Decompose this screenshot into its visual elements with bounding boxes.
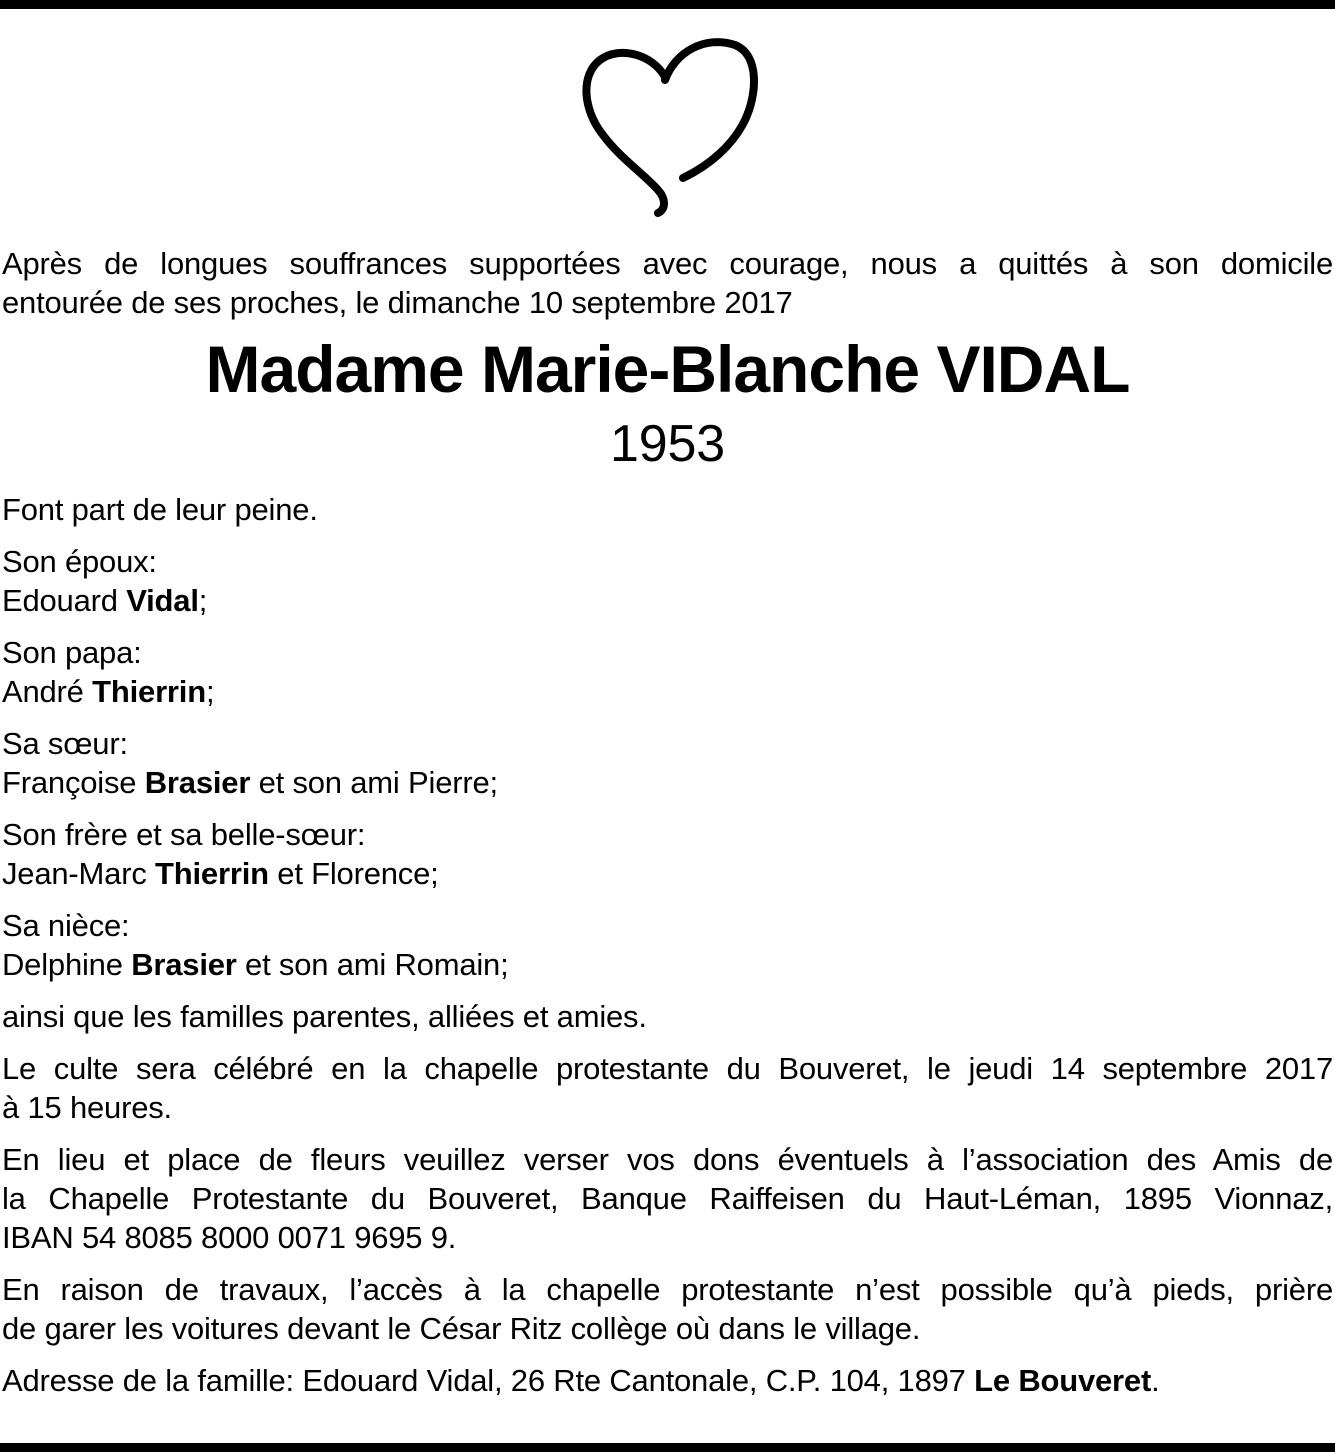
announcement: Font part de leur peine. <box>2 492 318 527</box>
ceremony-paragraph <box>2 1049 1333 1127</box>
last-name: Brasier <box>131 947 237 982</box>
access-line-1: En raison de travaux, l’accès à la chapelle protestante n’est possible qu’à pieds, prière <box>2 1272 1333 1307</box>
families-line: ainsi que les familles parentes, alliées et amies. <box>2 999 647 1034</box>
name-suffix: et son ami Pierre; <box>250 765 498 800</box>
address-town: Le Bouveret <box>974 1363 1152 1398</box>
family-brother <box>2 815 1333 893</box>
deceased-year: 1953 <box>610 415 725 473</box>
last-name: Thierrin <box>92 674 206 709</box>
name-suffix: ; <box>205 674 215 709</box>
access-paragraph <box>2 1270 1333 1348</box>
top-rule <box>0 0 1335 9</box>
address-suffix: . <box>1151 1363 1160 1398</box>
ceremony-line-2: à 15 heures. <box>2 1090 172 1125</box>
name-suffix: et Florence; <box>268 856 439 891</box>
donations-line-3: IBAN 54 8085 8000 0071 9695 9. <box>2 1220 457 1255</box>
relation-label: Sa sœur: <box>2 726 128 761</box>
intro-line-1: Après de longues souffrances supportées avec courage, nous a quittés à son domicile <box>2 246 1333 281</box>
name-suffix: ; <box>198 583 208 618</box>
last-name: Brasier <box>144 765 251 800</box>
intro-paragraph <box>2 244 1333 322</box>
last-name: Vidal <box>126 583 199 618</box>
deceased-name: Madame Marie-Blanche VIDAL <box>205 332 1130 406</box>
last-name: Thierrin <box>155 856 269 891</box>
first-name: André <box>2 674 93 709</box>
donations-line-2: la Chapelle Protestante du Bouveret, Banque Raiffeisen du Haut-Léman, 1895 Vionnaz, <box>2 1181 1333 1216</box>
relation-label: Son époux: <box>2 544 157 579</box>
obituary-text <box>2 244 1333 1413</box>
family-sister <box>2 724 1333 802</box>
first-name: Delphine <box>2 947 132 982</box>
access-line-2: de garer les voitures devant le César Ritz collège où dans le village. <box>2 1311 921 1346</box>
heart-icon <box>575 30 765 222</box>
first-name: Jean-Marc <box>2 856 156 891</box>
address-prefix: Adresse de la famille: Edouard Vidal, 26 Rte Cantonale, C.P. 104, 1897 <box>2 1363 975 1398</box>
donations-paragraph <box>2 1140 1333 1257</box>
first-name: Edouard <box>2 583 127 618</box>
family-niece <box>2 906 1333 984</box>
ceremony-line-1: Le culte sera célébré en la chapelle protestante du Bouveret, le jeudi 14 septembre 2017 <box>2 1051 1333 1086</box>
family-spouse <box>2 542 1333 620</box>
relation-label: Sa nièce: <box>2 908 130 943</box>
address-line <box>2 1361 1333 1400</box>
name-suffix: et son ami Romain; <box>236 947 509 982</box>
donations-line-1: En lieu et place de fleurs veuillez verser vos dons éventuels à l’association des Amis de <box>2 1142 1333 1177</box>
first-name: Françoise <box>2 765 145 800</box>
intro-line-2: entourée de ses proches, le dimanche 10 septembre 2017 <box>2 285 793 320</box>
family-father <box>2 633 1333 711</box>
relation-label: Son frère et sa belle-sœur: <box>2 817 366 852</box>
relation-label: Son papa: <box>2 635 142 670</box>
bottom-rule <box>0 1443 1335 1452</box>
